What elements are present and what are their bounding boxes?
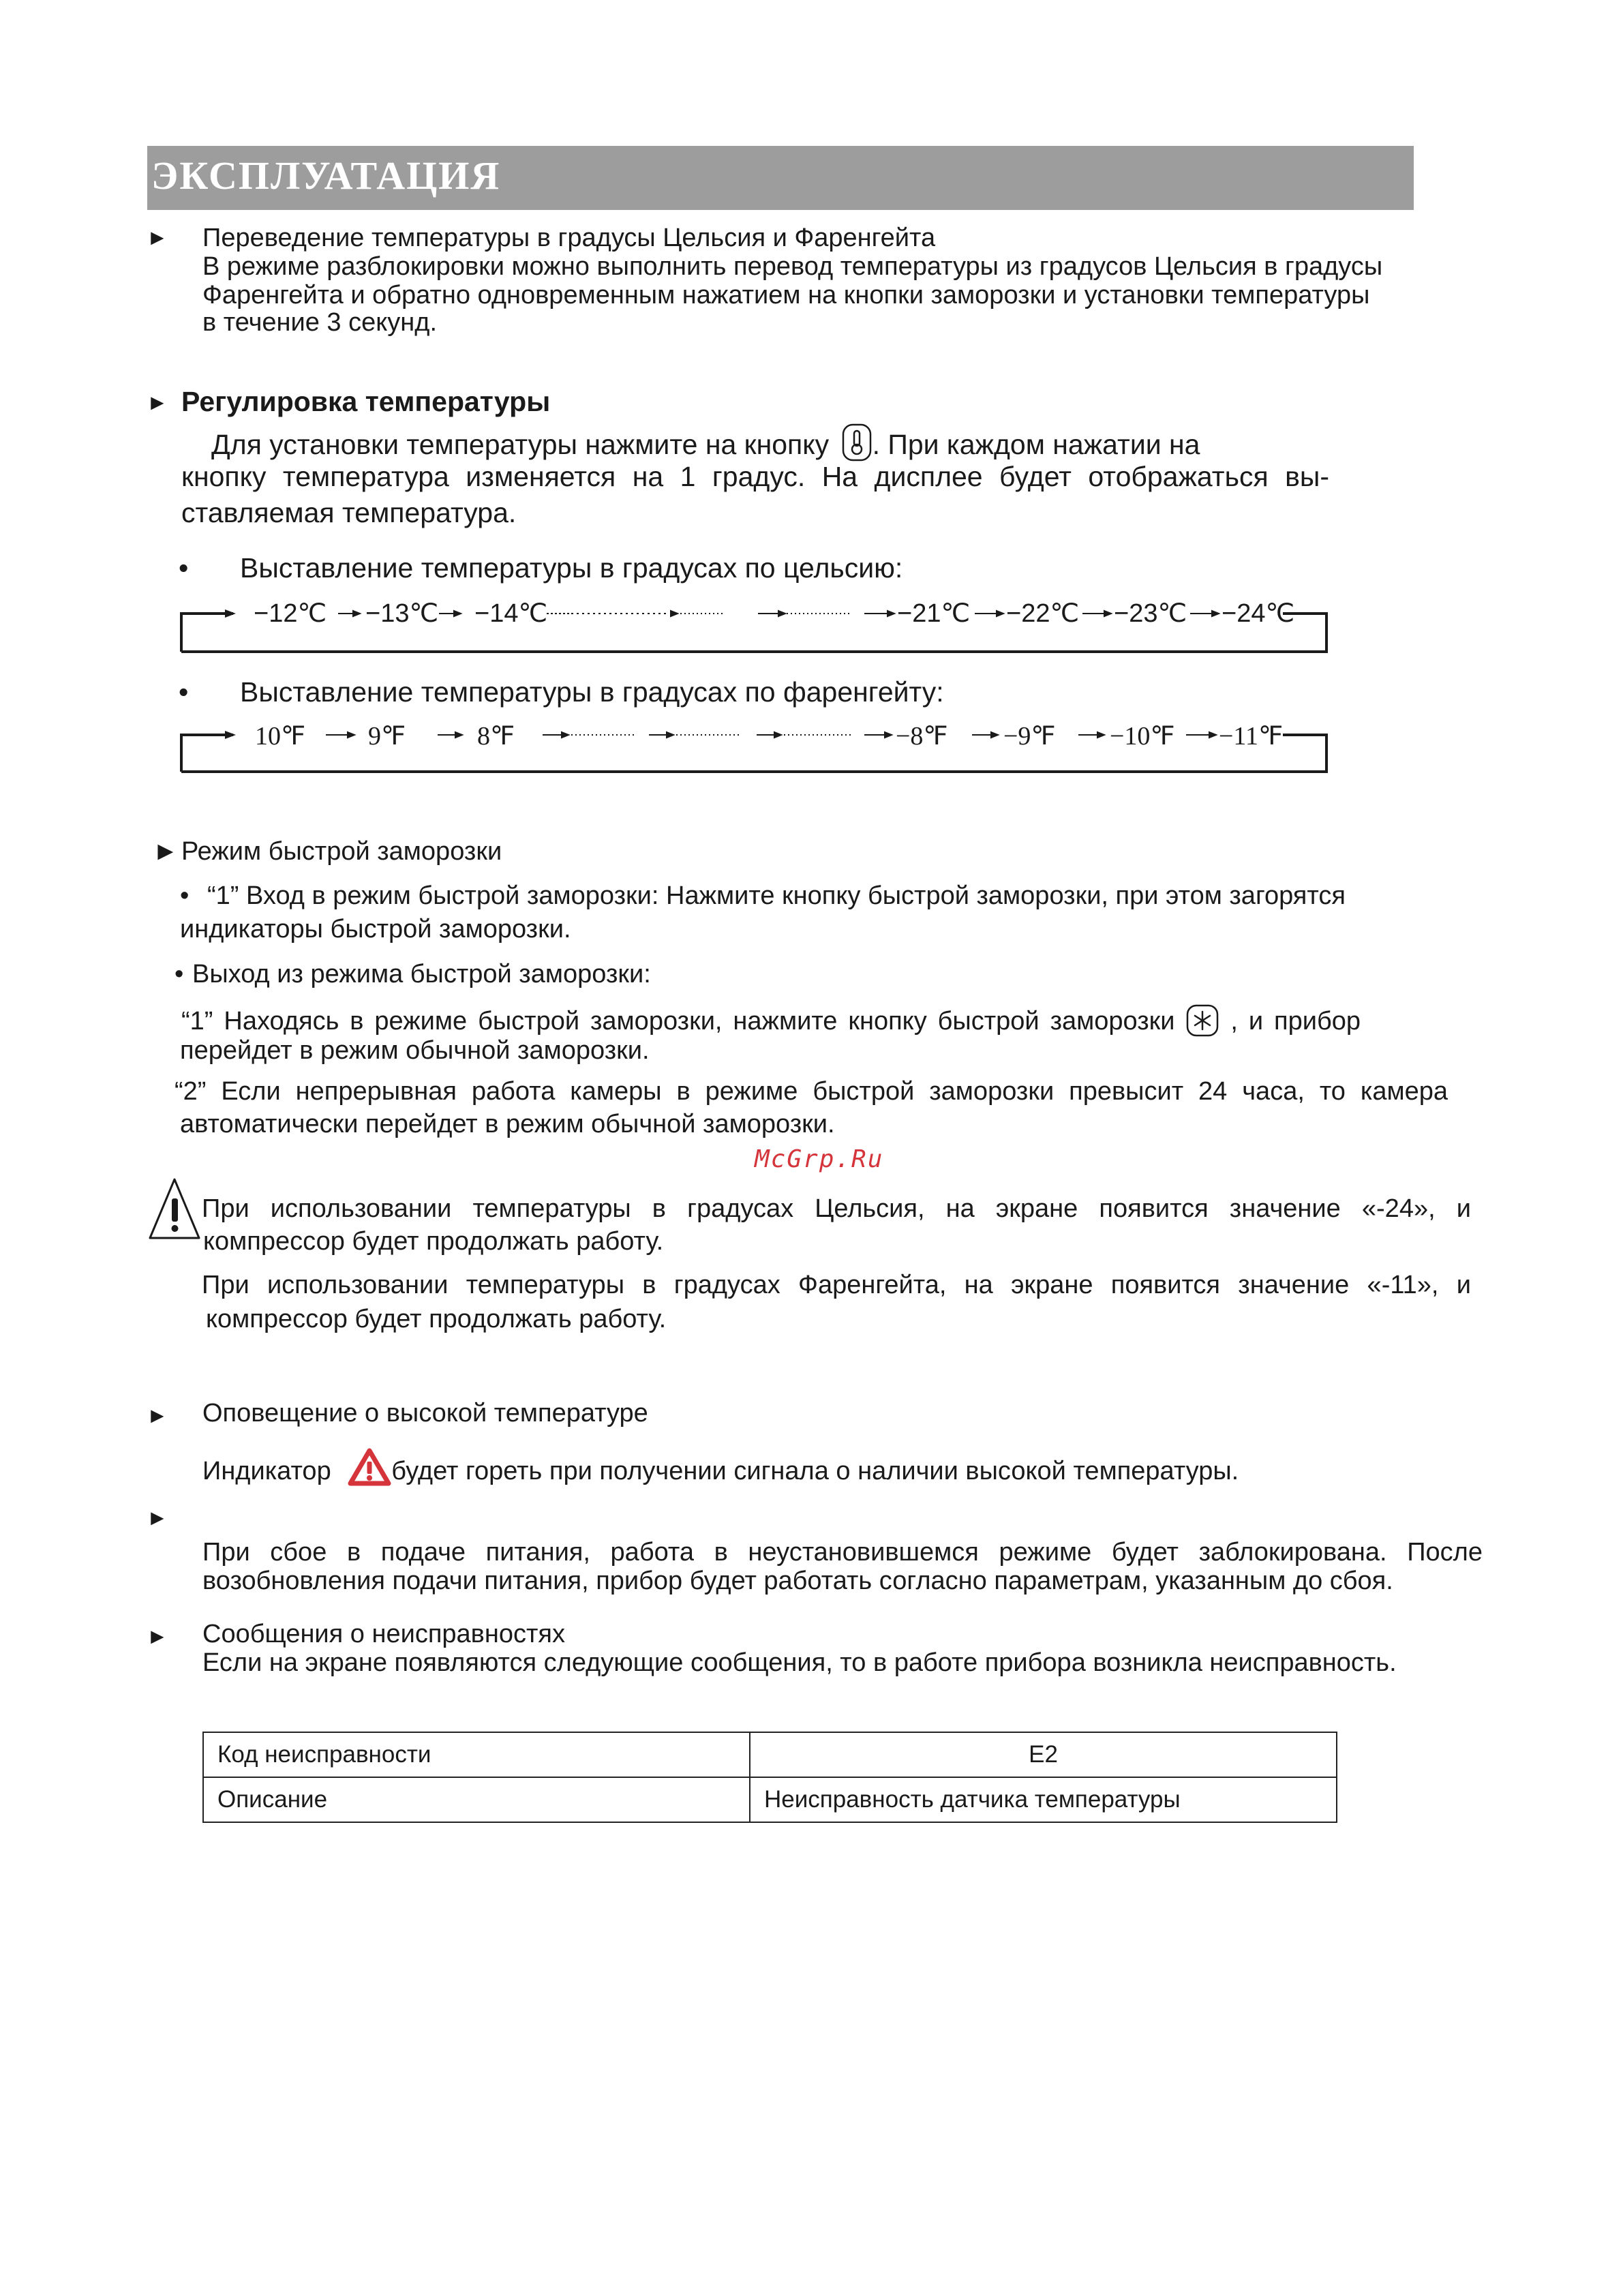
faults-title: Сообщения о неисправностях bbox=[202, 1620, 565, 1648]
warning-icon bbox=[147, 1177, 202, 1242]
hightemp-after: будет гореть при получении сигнала о наличии высокой температуры. bbox=[391, 1457, 1239, 1485]
exit-1-text: “1” Находясь в режиме быстрой заморозки, нажмите кнопку быстрой заморозки bbox=[181, 1007, 1175, 1036]
celsius-value-2: −13℃ bbox=[365, 599, 439, 628]
warning-fahrenheit-line-1: При использовании температуры в градусах Фаренгейта, на экране появится значение «-11», и bbox=[202, 1271, 1471, 1299]
warning-celsius-line-2: компрессор будет продолжать работу. bbox=[203, 1227, 664, 1256]
fastfreeze-enter-line-2: индикаторы быстрой заморозки. bbox=[180, 915, 571, 943]
warning-celsius-line-1: При использовании температуры в градусах Цельсия, на экране появится значение «-24», и bbox=[202, 1194, 1471, 1223]
table-row bbox=[203, 1777, 1337, 1822]
celsius-value-3: −14℃ bbox=[474, 599, 548, 628]
table-row bbox=[203, 1732, 1337, 1777]
fastfreeze-exit-2-line-2: автоматически перейдет в режим обычной заморозки. bbox=[180, 1110, 835, 1138]
fastfreeze-exit-1-line-1 bbox=[181, 1003, 1361, 1038]
celsius-value-1: −12℃ bbox=[254, 599, 327, 628]
celsius-value-4: −21℃ bbox=[897, 599, 971, 628]
table-cell: Код неисправности bbox=[203, 1732, 750, 1777]
conversion-line-2: Фаренгейта и обратно одновременным нажатием на кнопки заморозки и установки температуры bbox=[202, 281, 1370, 309]
hightemp-before: Индикатор bbox=[202, 1457, 331, 1485]
conversion-line-3: в течение 3 секунд. bbox=[202, 308, 438, 337]
adjust-line-2: кнопку температура изменяется на 1 градус. На дисплее будет отображаться вы- bbox=[181, 461, 1329, 492]
dot-bullet: • bbox=[180, 881, 189, 910]
adjust-line-3: ставляемая температура. bbox=[181, 497, 517, 528]
adjust-title: Регулировка температуры bbox=[181, 386, 551, 417]
loop-line bbox=[181, 735, 233, 772]
warning-fahrenheit-line-2: компрессор будет продолжать работу. bbox=[206, 1305, 667, 1333]
watermark: McGrp.Ru bbox=[755, 1145, 884, 1173]
fahrenheit-value-6: −10℉ bbox=[1110, 722, 1175, 751]
fahrenheit-value-1: 10℉ bbox=[255, 722, 306, 751]
section-title: ЭКСПЛУАТАЦИЯ bbox=[151, 153, 501, 198]
fault-codes-table bbox=[202, 1732, 1337, 1823]
celsius-value-5: −22℃ bbox=[1006, 599, 1080, 628]
fastfreeze-exit-title: Выход из режима быстрой заморозки: bbox=[192, 960, 651, 988]
celsius-value-7: −24℃ bbox=[1222, 599, 1295, 628]
adjust-line-1-end: . При каждом нажатии на bbox=[872, 429, 1200, 460]
thermometer-button-icon bbox=[841, 423, 873, 462]
fastfreeze-exit-2-line-1: “2” Если непрерывная работа камеры в режиме быстрой заморозки превысит 24 часа, то камера bbox=[175, 1077, 1448, 1106]
conversion-line-1: В режиме разблокировки можно выполнить перевод температуры из градусов Цельсия в градусы bbox=[202, 252, 1383, 281]
arrow-bullet: ► bbox=[153, 837, 179, 866]
loop-line bbox=[181, 614, 233, 652]
hightemp-line bbox=[202, 1448, 1239, 1486]
arrow-bullet: ► bbox=[147, 1505, 168, 1530]
hightemp-title: Оповещение о высокой температуре bbox=[202, 1399, 648, 1428]
arrow-bullet: ► bbox=[147, 1624, 168, 1648]
adjust-line-1 bbox=[211, 423, 1329, 463]
fahrenheit-value-7: −11℉ bbox=[1219, 722, 1284, 751]
power-line-1: При сбое в подаче питания, работа в неустановившемся режиме будет заблокирована. После bbox=[202, 1538, 1483, 1567]
high-temperature-alarm-icon bbox=[348, 1448, 391, 1486]
fastfreeze-title: Режим быстрой заморозки bbox=[181, 837, 502, 866]
table-cell: Неисправность датчика температуры bbox=[750, 1777, 1337, 1822]
fastfreeze-exit-1-line-2: перейдет в режим обычной заморозки. bbox=[180, 1036, 650, 1065]
arrow-bullet: ► bbox=[147, 390, 168, 414]
arrow-bullet: ► bbox=[147, 225, 168, 250]
dot-bullet: • bbox=[179, 552, 189, 584]
fahrenheit-value-2: 9℉ bbox=[368, 722, 406, 751]
exit-1-end: , и прибор bbox=[1230, 1007, 1361, 1036]
snowflake-button-icon bbox=[1185, 1003, 1219, 1038]
celsius-value-6: −23℃ bbox=[1114, 599, 1187, 628]
fahrenheit-value-3: 8℉ bbox=[477, 722, 515, 751]
arrow-head bbox=[225, 609, 236, 618]
arrow-head bbox=[225, 731, 236, 739]
power-line-2: возобновления подачи питания, прибор будет работать согласно параметрам, указанным до сбоя. bbox=[202, 1567, 1393, 1595]
dot-bullet: • bbox=[175, 960, 184, 988]
celsius-label: Выставление температуры в градусах по цельсию: bbox=[240, 552, 903, 584]
faults-line: Если на экране появляются следующие сообщения, то в работе прибора возникла неисправность. bbox=[202, 1648, 1397, 1677]
fastfreeze-enter-line-1: “1” Вход в режим быстрой заморозки: Нажмите кнопку быстрой заморозки, при этом загорятся bbox=[207, 881, 1346, 910]
dot-bullet: • bbox=[179, 676, 189, 708]
fahrenheit-value-4: −8℉ bbox=[896, 722, 948, 751]
table-cell: E2 bbox=[750, 1732, 1337, 1777]
fahrenheit-label: Выставление температуры в градусах по фаренгейту: bbox=[240, 676, 944, 708]
fahrenheit-value-5: −9℉ bbox=[1003, 722, 1056, 751]
conversion-title: Переведение температуры в градусы Цельсия и Фаренгейта bbox=[202, 224, 936, 252]
arrow-bullet: ► bbox=[147, 1403, 168, 1428]
table-cell: Описание bbox=[203, 1777, 750, 1822]
adjust-line-1-text: Для установки температуры нажмите на кнопку bbox=[211, 429, 830, 460]
